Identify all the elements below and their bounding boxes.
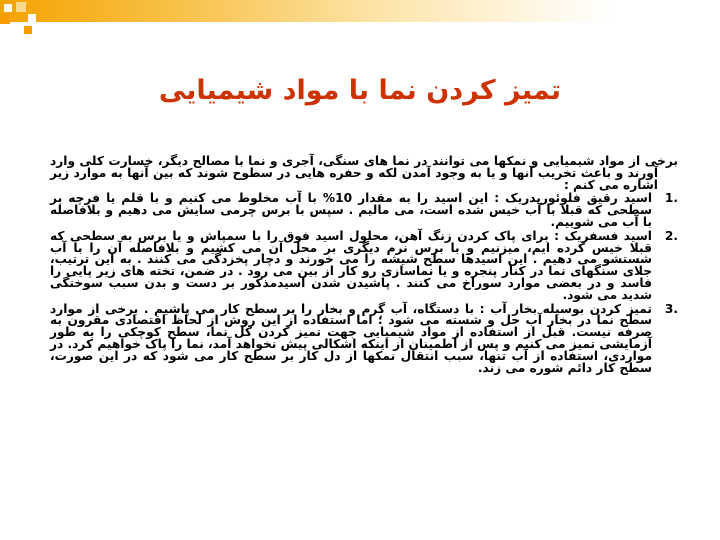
decor-square [16, 2, 26, 12]
list-item [50, 193, 678, 228]
slide-body [50, 156, 678, 376]
header-gradient-bar [0, 0, 720, 22]
slide-title: تمیز کردن نما با مواد شیمیایی [158, 75, 562, 106]
list-item [50, 301, 678, 375]
decor-square [0, 14, 10, 24]
list-item-number: 3. [664, 301, 678, 316]
list-item-text: اسید فسفریک : برای پاک کردن زنگ آهن، محلول اسید فوق را با سمپاش و یا برس به سطحی که قبلا خیس کرده ایم، میزنیم و با برس نرم دیگری بر محل آن می کشیم و بلافاصله آن را با آب شستشو می دهیم . این اسیدها سطح شیشه را می خورند و دچار پخزدگی می کنند . به این ترتیب، جلای سنگهای نما در کنار پنجره و یا نماسازی رو کار از بین می رود . در ضمن، تخته های زیر پایی را فاسد و در بعضی موارد سوراخ می کنند . پاشیدن شدن اسیدمذکور بر دست و بدن سبب سوختگی شدید می شود. [50, 228, 652, 302]
decor-square [28, 14, 36, 22]
list-item-text: تمیز کردن بوسیله بخار آب : با دستگاه، آب گرم و بخار را بر سطح کار می پاشیم . برخی از موارد سطح نما در بخار آب حل و شسته می شود ؛ اما استفاده از این روش از لحاظ اقتصادی مقرون به صرفه نیست. قبل از استفاده از مواد شیمیایی جهت تمیز کردن کل نما، سطح کوچکی را به طور آزمایشی تمیز می کنیم و پس از اطمینان از اینکه اشکالی پیش نخواهد آمد، نما را پاک خواهیم کرد. در مواردی، استفاده از آب تنها، سبب انتقال نمکها از دل کار بر سطح کار می شود که در این صورت، سطح کار دائم شوره می زند. [50, 301, 652, 375]
list-item-text: اسید رقیق فلوئوریدریک : این اسید را به مقدار 10% با آب مخلوط می کنیم و با قلم یا فرچه بر سطحی که قبلا با آب خیس شده است، می مالیم . سپس با برس چرمی سایش می دهیم و بلافاصله با آب می شوییم. [50, 191, 652, 229]
intro-paragraph: برخی از مواد شیمیایی و نمکها می توانند در نما های سنگی، آجری و نما با مصالح دیگر، خسارت کلی وارد آورند و باعث تخریب آنها و یا به وجود آمدن لکه و حفره هایی در سطوح شوند که بین آنها به موارد زیر اشاره می کنم : [50, 154, 678, 192]
list-item-number: 1. [664, 191, 678, 206]
decor-square [24, 26, 32, 34]
list-item [50, 228, 678, 302]
list-item-number: 2. [664, 228, 678, 243]
decor-square [12, 22, 22, 32]
decor-square [4, 4, 12, 12]
